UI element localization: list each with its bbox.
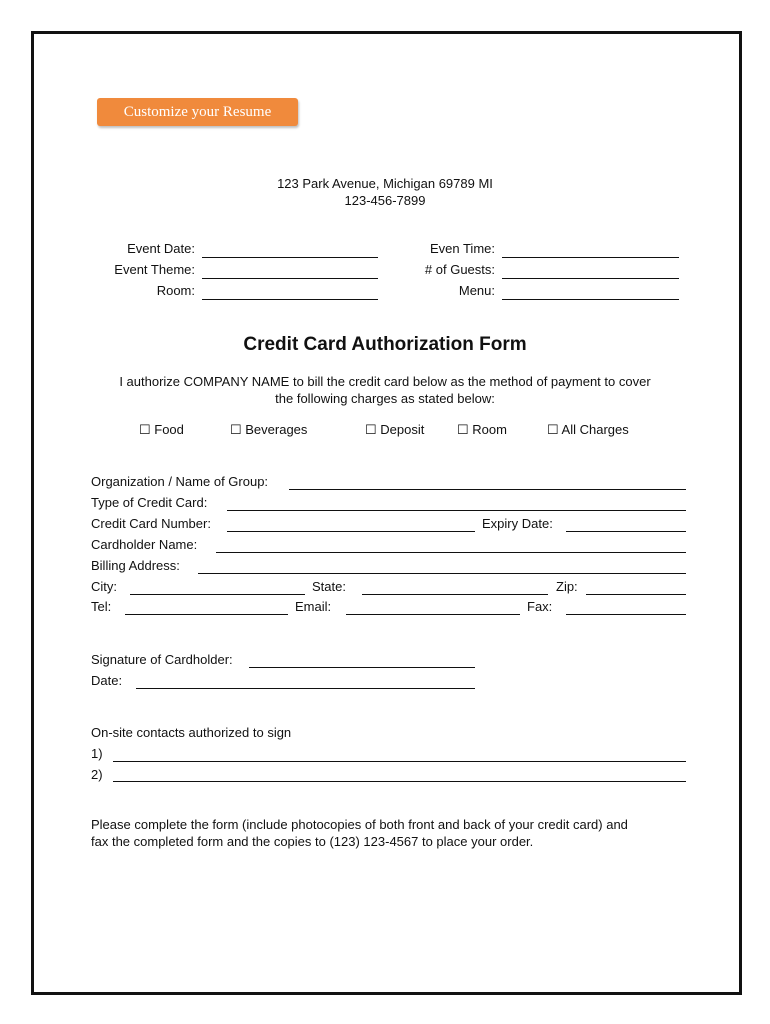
form-title: Credit Card Authorization Form [243,334,527,355]
guests-label: # of Guests: [424,262,495,277]
room-label: Room: [156,283,195,298]
event-date-field[interactable] [202,257,378,258]
cardholder-field[interactable] [216,552,686,553]
address-block [0,175,770,209]
instructions-paragraph [91,816,681,850]
signature-label: Signature of Cardholder: [91,652,233,667]
food-checkbox[interactable]: ☐ Food [139,422,184,437]
address-line: 123 Park Avenue, Michigan 69789 MI [277,176,493,191]
fax-label: Fax: [527,599,553,614]
event-time-label: Even Time: [429,241,495,256]
organization-field[interactable] [289,489,686,490]
contacts-heading: On-site contacts authorized to sign [91,725,292,740]
signature-date-field[interactable] [136,688,475,689]
zip-field[interactable] [586,594,686,595]
event-theme-label: Event Theme: [114,262,195,277]
event-time-field[interactable] [502,257,679,258]
phone-line: 123-456-7899 [344,193,426,208]
contact-1-field[interactable] [113,761,686,762]
event-theme-field[interactable] [202,278,378,279]
instructions-line-2: fax the completed form and the copies to (123) 123-4567 to place your order. [91,834,534,849]
room-field[interactable] [202,299,378,300]
menu-label: Menu: [458,283,495,298]
city-label: City: [91,579,117,594]
instructions-line-1: Please complete the form (include photocopies of both front and back of your credit card) and [91,817,628,832]
fax-field[interactable] [566,614,686,615]
signature-field[interactable] [249,667,475,668]
card-number-label: Credit Card Number: [91,516,211,531]
zip-label: Zip: [556,579,578,594]
state-label: State: [312,579,346,594]
signature-date-label: Date: [91,673,123,688]
deposit-checkbox[interactable]: ☐ Deposit [365,422,425,437]
customize-resume-button[interactable]: Customize your Resume [97,98,298,126]
organization-label: Organization / Name of Group: [91,474,269,489]
email-field[interactable] [346,614,520,615]
expiry-field[interactable] [566,531,686,532]
contact-2-number: 2) [91,767,103,782]
authorization-line-2: the following charges as stated below: [275,391,495,406]
contact-1-number: 1) [91,746,103,761]
room-checkbox[interactable]: ☐ Room [457,422,507,437]
authorization-text [0,373,770,407]
authorization-line-1: I authorize COMPANY NAME to bill the credit card below as the method of payment to cover [119,374,651,389]
all-charges-checkbox[interactable]: ☐ All Charges [547,422,629,437]
card-number-field[interactable] [227,531,475,532]
cardholder-label: Cardholder Name: [91,537,198,552]
contact-2-field[interactable] [113,781,686,782]
event-date-label: Event Date: [127,241,195,256]
beverages-checkbox[interactable]: ☐ Beverages [230,422,308,437]
city-field[interactable] [130,594,305,595]
card-type-field[interactable] [227,510,686,511]
expiry-label: Expiry Date: [482,516,553,531]
billing-field[interactable] [198,573,686,574]
state-field[interactable] [362,594,548,595]
menu-field[interactable] [502,299,679,300]
guests-field[interactable] [502,278,679,279]
card-type-label: Type of Credit Card: [91,495,208,510]
billing-label: Billing Address: [91,558,180,573]
tel-field[interactable] [125,614,288,615]
email-label: Email: [295,599,332,614]
tel-label: Tel: [91,599,112,614]
